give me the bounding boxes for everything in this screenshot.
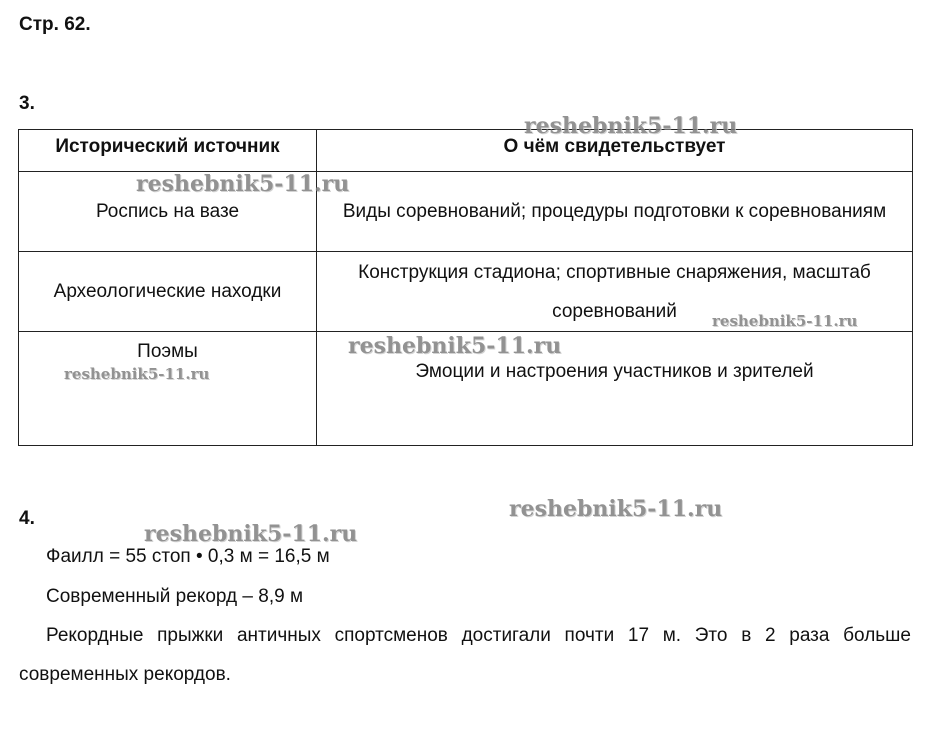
table-cell-source: Поэмы xyxy=(19,332,317,446)
calculation-line: Фаилл = 55 стоп • 0,3 м = 16,5 м xyxy=(46,546,330,567)
watermark: reshebnik5-11.ru xyxy=(524,113,738,139)
page-heading: Стр. 62. xyxy=(19,14,91,35)
record-line: Современный рекорд – 8,9 м xyxy=(46,586,304,607)
task-4-number: 4. xyxy=(19,508,35,529)
watermark: reshebnik5-11.ru xyxy=(509,496,723,522)
task-3-number: 3. xyxy=(19,93,35,114)
column-header-evidence: О чём свидетельствует xyxy=(317,130,913,172)
watermark: reshebnik5-11.ru xyxy=(144,521,358,547)
table-cell-source: Роспись на вазе xyxy=(19,172,317,252)
watermark: reshebnik5-11.ru xyxy=(712,312,858,330)
table-cell-evidence: Конструкция стадиона; спортивные снаряжения, масштаб соревнований xyxy=(317,252,913,332)
watermark: reshebnik5-11.ru xyxy=(348,333,562,359)
conclusion-paragraph: Рекордные прыжки античных спортсменов достигали почти 17 м. Это в 2 раза больше современных рекордов. xyxy=(19,625,911,685)
column-header-source: Исторический источник xyxy=(19,130,317,172)
table-cell-evidence: Эмоции и настроения участников и зрителей xyxy=(317,332,913,446)
table-cell-evidence: Виды соревнований; процедуры подготовки к соревнованиям xyxy=(317,172,913,252)
table-header-row xyxy=(19,130,913,172)
table-cell-source: Археологические находки xyxy=(19,252,317,332)
watermark: reshebnik5-11.ru xyxy=(136,171,350,197)
watermark: reshebnik5-11.ru xyxy=(64,365,210,383)
